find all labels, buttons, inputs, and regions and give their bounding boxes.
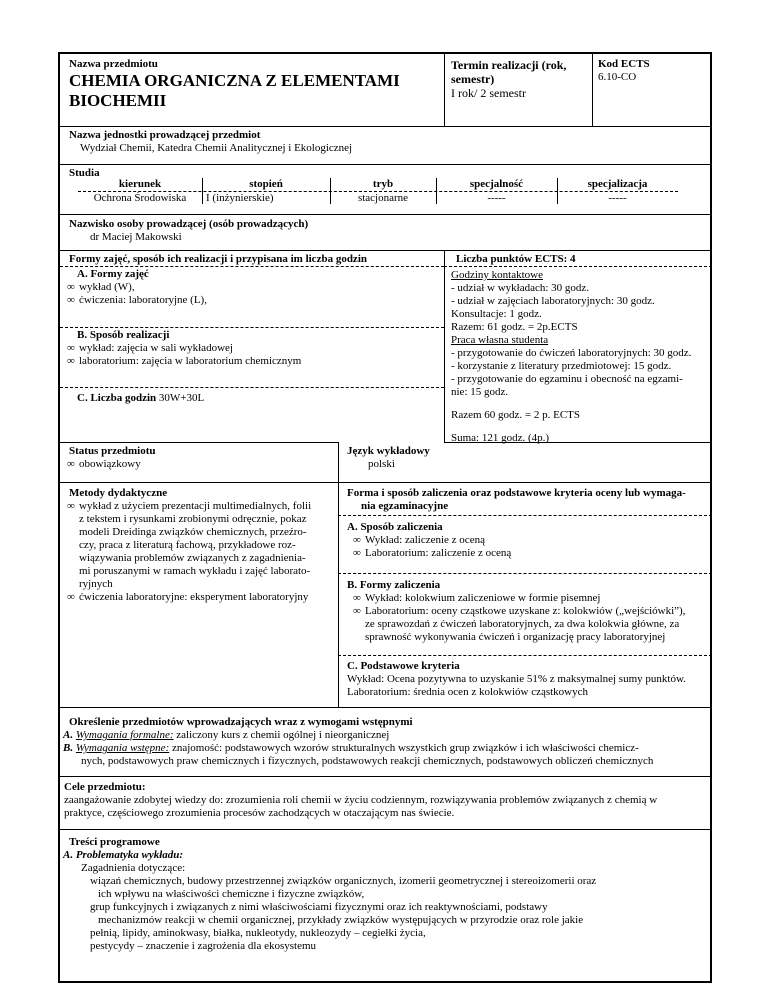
methods-item-line: czy, praca z literaturą fachową, przykładowe roz- (79, 539, 296, 551)
assessment-a-title: A. Sposób zaliczenia (347, 521, 443, 533)
ects-line: - przygotowanie do egzaminu i obecność na egzami- (451, 373, 683, 385)
divider (60, 387, 444, 388)
forms-label: Formy zajęć, sposób ich realizacji i przypisana im liczba godzin (69, 253, 367, 265)
forms-c-value: 30W+30L (156, 392, 205, 404)
studies-col-header: specjalność (469, 178, 524, 190)
methods-item-line: wiązywania problemów związanych z zagadnienia- (79, 552, 306, 564)
ects-line: Konsultacje: 1 godz. (451, 308, 542, 320)
forms-b-item: ∞ laboratorium: zajęcia w laboratorium chemicznym (79, 355, 301, 368)
language-value: polski (368, 458, 395, 470)
term-label-line2: semestr) (451, 72, 495, 86)
studies-col-header: specjalizacja (587, 178, 648, 190)
content-line: grup funkcyjnych i związanych z nimi właściwościami fizycznymi oraz ich reaktywnościami, podstawy (90, 901, 548, 913)
term-label-line1: Termin realizacji (rok, (451, 58, 567, 72)
ects-sum-total: Suma: 121 godz. (4p.) (451, 432, 550, 444)
studies-col-value: stacjonarne (357, 192, 409, 204)
lecturer-value: dr Maciej Makowski (90, 231, 182, 243)
unit-label: Nazwa jednostki prowadzącej przedmiot (69, 129, 261, 141)
forms-b-item: ∞ wykład: zajęcia w sali wykładowej (79, 342, 233, 355)
syllabus-sheet (58, 52, 712, 983)
forms-a-item: ∞ ćwiczenia: laboratoryjne (L), (79, 294, 207, 307)
prereq-a-text: zaliczony kurs z chemii ogólnej i nieorganicznej (173, 729, 390, 741)
studies-col-header: tryb (372, 178, 394, 190)
methods-item-line: z tekstem i rysunkami zrobionymi odręcznie, pokaz (79, 513, 307, 525)
assessment-b-title: B. Formy zaliczenia (347, 579, 441, 591)
divider (60, 327, 444, 328)
prereq-a (63, 729, 389, 742)
divider (60, 164, 710, 165)
methods-item-line: mi poruszanymi w ramach wykładu i zajęć laborato- (79, 565, 311, 577)
divider (444, 54, 445, 126)
divider (444, 442, 710, 443)
divider (60, 266, 444, 267)
ects-line: - udział w zajęciach laboratoryjnych: 30 godz. (451, 295, 655, 307)
term-value: I rok/ 2 semestr (451, 86, 526, 100)
content-label: Treści programowe (69, 836, 160, 848)
ects-sum-own: Razem 60 godz. = 2 p. ECTS (451, 409, 581, 421)
divider (338, 442, 339, 482)
subject-title-line1: CHEMIA ORGANICZNA Z ELEMENTAMI (69, 71, 400, 90)
ects-code-label: Kod ECTS (598, 58, 650, 70)
studies-col-value: Ochrona Środowiska (93, 192, 187, 204)
methods-item: ∞ ćwiczenia laboratoryjne: eksperyment laboratoryjny (79, 591, 308, 604)
goals-line: praktyce, częściowego zrozumienia procesów zachodzących w otaczającym nas świecie. (64, 807, 455, 819)
divider (338, 655, 712, 656)
ects-code-value: 6.10-CO (598, 71, 637, 83)
content-line: wiązań chemicznych, budowy przestrzennej związków organicznych, izomerii geometrycznej i stereoizomerii oraz (90, 875, 597, 887)
studies-col-header: kierunek (118, 178, 162, 190)
assessment-b-item-line: sprawność wykonywania ćwiczeń i organizację pracy laboratoryjnej (365, 631, 666, 643)
unit-value: Wydział Chemii, Katedra Chemii Analitycznej i Ekologicznej (80, 142, 353, 154)
forms-c-title: C. Liczba godzin (77, 392, 157, 404)
divider (338, 573, 712, 574)
ects-line: - udział w wykładach: 30 godz. (451, 282, 590, 294)
prereq-b-text: znajomość: podstawowych wzorów strukturalnych wszystkich grup związków i ich właściwości chemicz- (169, 742, 639, 754)
methods-item-line: modeli Dreidinga związków chemicznych, przeźro- (79, 526, 307, 538)
content-a-title: A. Problematyka wykładu: (63, 849, 184, 861)
methods-item-line: ∞ wykład z użyciem prezentacji multimedialnych, folii (79, 500, 311, 513)
prereq-a-prefix: A. (63, 729, 76, 741)
assessment-c-title: C. Podstawowe kryteria (347, 660, 460, 672)
studies-col-value: ----- (487, 192, 506, 204)
content-intro: Zagadnienia dotyczące: (81, 862, 186, 874)
prereq-label: Określenie przedmiotów wprowadzających wraz z wymogami wstępnymi (69, 716, 413, 728)
status-value: ∞ obowiązkowy (79, 458, 141, 471)
studies-col-header: stopień (249, 178, 283, 190)
prereq-b-text2: nych, podstawowych praw chemicznych i fizycznych, podstawowych reakcji chemicznych, podstawowych obliczeń chemicznych (81, 755, 654, 767)
prereq-b-title: Wymagania wstępne: (75, 742, 170, 754)
divider (60, 707, 710, 708)
goals-line: zaangażowanie zdobytej wiedzy do: zrozumienia roli chemii w życiu codziennym, rozwiązywania problemów związanych z chemią w (64, 794, 658, 806)
studies-col-value: ----- (608, 192, 627, 204)
ects-line: - przygotowanie do ćwiczeń laboratoryjnych: 30 godz. (451, 347, 692, 359)
assessment-b-item: ∞ Wykład: kolokwium zaliczeniowe w formie pisemnej (365, 592, 600, 605)
divider (444, 250, 445, 442)
prereq-a-title: Wymagania formalne: (75, 729, 174, 741)
forms-a-title: A. Formy zajęć (77, 268, 149, 280)
studies-col-value: I (inżynierskie) (206, 192, 274, 204)
assessment-a-item: ∞ Wykład: zaliczenie z oceną (365, 534, 485, 547)
ects-line: Godziny kontaktowe (451, 269, 543, 281)
divider (338, 482, 710, 483)
divider (444, 266, 712, 267)
divider (60, 214, 710, 215)
status-label: Status przedmiotu (69, 445, 156, 457)
assessment-label-line2: nia egzaminacyjne (361, 500, 449, 512)
prereq-b (63, 742, 639, 755)
divider (592, 54, 593, 126)
subject-title-line2: BIOCHEMII (69, 91, 167, 110)
assessment-c-line: Wykład: Ocena pozytywna to uzyskanie 51% z maksymalnej sumy punktów. (347, 673, 686, 685)
methods-item-line: ryjnych (79, 578, 113, 590)
content-line: ich wpływu na właściwości chemiczne i fizyczne związków, (98, 888, 365, 900)
ects-line: Razem: 61 godz. = 2p.ECTS (451, 321, 578, 333)
content-line: pełnią, lipidy, aminokwasy, białka, nukleotydy, nukleozydy – cegiełki życia, (90, 927, 426, 939)
divider (60, 250, 710, 251)
methods-label: Metody dydaktyczne (69, 487, 168, 499)
divider (60, 482, 338, 483)
assessment-b-item-line: ze sprawozdań z ćwiczeń laboratoryjnych, za dwa kolokwia główne, za (365, 618, 680, 630)
assessment-a-item: ∞ Laboratorium: zaliczenie z oceną (365, 547, 511, 560)
subject-label: Nazwa przedmiotu (69, 58, 158, 70)
divider (60, 126, 710, 127)
assessment-label-line1: Forma i sposób zaliczenia oraz podstawowe kryteria oceny lub wymaga- (347, 487, 686, 499)
language-label: Język wykładowy (347, 445, 430, 457)
divider (60, 442, 338, 443)
prereq-b-prefix: B. (63, 742, 76, 754)
ects-points-label: Liczba punktów ECTS: 4 (456, 253, 576, 265)
goals-label: Cele przedmiotu: (64, 781, 146, 793)
forms-c (77, 392, 204, 405)
divider (338, 515, 712, 516)
forms-a-item: ∞ wykład (W), (79, 281, 135, 294)
assessment-c-line: Laboratorium: średnia ocen z kolokwiów cząstkowych (347, 686, 589, 698)
ects-line: nie: 15 godz. (451, 386, 509, 398)
ects-line: Praca własna studenta (451, 334, 549, 346)
assessment-b-item-line: ∞ Laboratorium: oceny cząstkowe uzyskane z: kolokwiów („wejściówki”), (365, 605, 685, 618)
lecturer-label: Nazwisko osoby prowadzącej (osób prowadzących) (69, 218, 309, 230)
studies-label: Studia (69, 167, 100, 179)
content-line: mechanizmów reakcji w chemii organicznej, przykłady związków występujących w przyrodzie oraz role jakie (98, 914, 584, 926)
content-line: pestycydy – znaczenie i zagrożenia dla ekosystemu (90, 940, 317, 952)
forms-b-title: B. Sposób realizacji (77, 329, 170, 341)
divider (60, 776, 710, 777)
divider (60, 829, 710, 830)
ects-line: - korzystanie z literatury przedmiotowej: 15 godz. (451, 360, 672, 372)
